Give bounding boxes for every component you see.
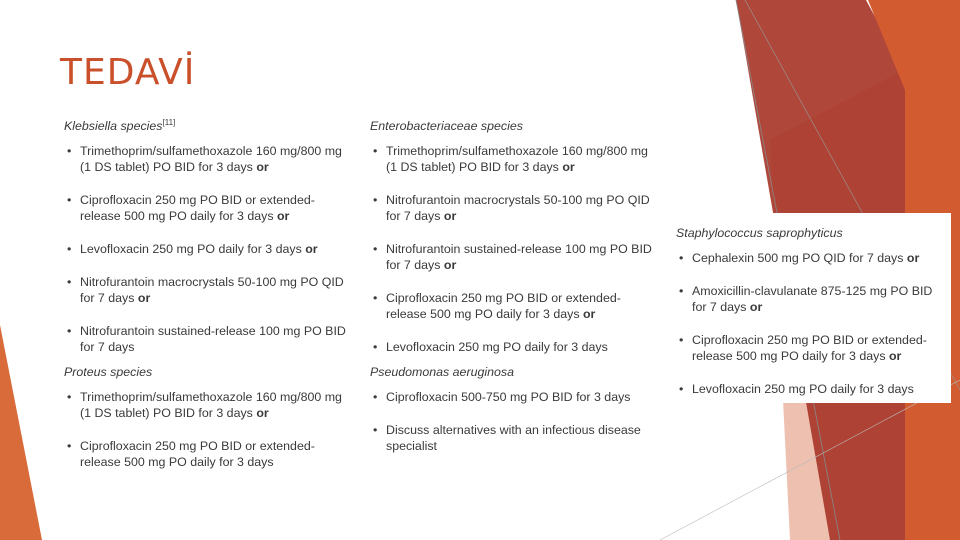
proteus-list [64,389,349,470]
section-heading-enterobacteriaceae: Enterobacteriaceae species [370,119,523,133]
list-item: • Trimethoprim/sulfamethoxazole 160 mg/800 mg (1 DS tablet) PO BID for 3 days or [370,143,660,175]
list-item: • Amoxicillin-clavulanate 875-125 mg PO BID for 7 days or [676,283,948,315]
list-item: • Trimethoprim/sulfamethoxazole 160 mg/800 mg (1 DS tablet) PO BID for 3 days or [64,389,349,421]
list-item: • Levofloxacin 250 mg PO daily for 3 days [676,381,948,397]
section-heading-staphylococcus: Staphylococcus saprophyticus [676,226,843,240]
staphylococcus-list [676,250,948,397]
left-column [64,118,349,479]
deco-left-triangle [0,325,42,540]
list-item: • Trimethoprim/sulfamethoxazole 160 mg/800 mg (1 DS tablet) PO BID for 3 days or [64,143,349,175]
slide-title: TEDAVİ [60,52,196,93]
list-item: • Ciprofloxacin 500-750 mg PO BID for 3 days [370,389,660,405]
middle-column [370,118,660,463]
enterobacteriaceae-list [370,143,660,355]
list-item: • Nitrofurantoin sustained-release 100 mg PO BID for 7 days [64,323,349,355]
list-item: • Ciprofloxacin 250 mg PO BID or extended-release 500 mg PO daily for 3 days [64,438,349,470]
section-heading-klebsiella: Klebsiella species[11] [64,117,176,133]
section-heading-pseudomonas: Pseudomonas aeruginosa [370,365,514,379]
section-heading-proteus: Proteus species [64,365,153,379]
pseudomonas-list [370,389,660,454]
reference-marker: [11] [162,117,176,127]
list-item: • Nitrofurantoin macrocrystals 50-100 mg PO QID for 7 days or [370,192,660,224]
right-column [676,225,948,406]
list-item: • Ciprofloxacin 250 mg PO BID or extended-release 500 mg PO daily for 3 days or [676,332,948,364]
list-item: • Nitrofurantoin macrocrystals 50-100 mg PO QID for 7 days or [64,274,349,306]
list-item: • Ciprofloxacin 250 mg PO BID or extended-release 500 mg PO daily for 3 days or [370,290,660,322]
list-item: • Levofloxacin 250 mg PO daily for 3 days [370,339,660,355]
list-item: • Levofloxacin 250 mg PO daily for 3 days or [64,241,349,257]
list-item: • Nitrofurantoin sustained-release 100 mg PO BID for 7 days or [370,241,660,273]
list-item: • Ciprofloxacin 250 mg PO BID or extended-release 500 mg PO daily for 3 days or [64,192,349,224]
list-item: • Cephalexin 500 mg PO QID for 7 days or [676,250,948,266]
list-item: • Discuss alternatives with an infectious disease specialist [370,422,660,454]
klebsiella-list [64,143,349,355]
